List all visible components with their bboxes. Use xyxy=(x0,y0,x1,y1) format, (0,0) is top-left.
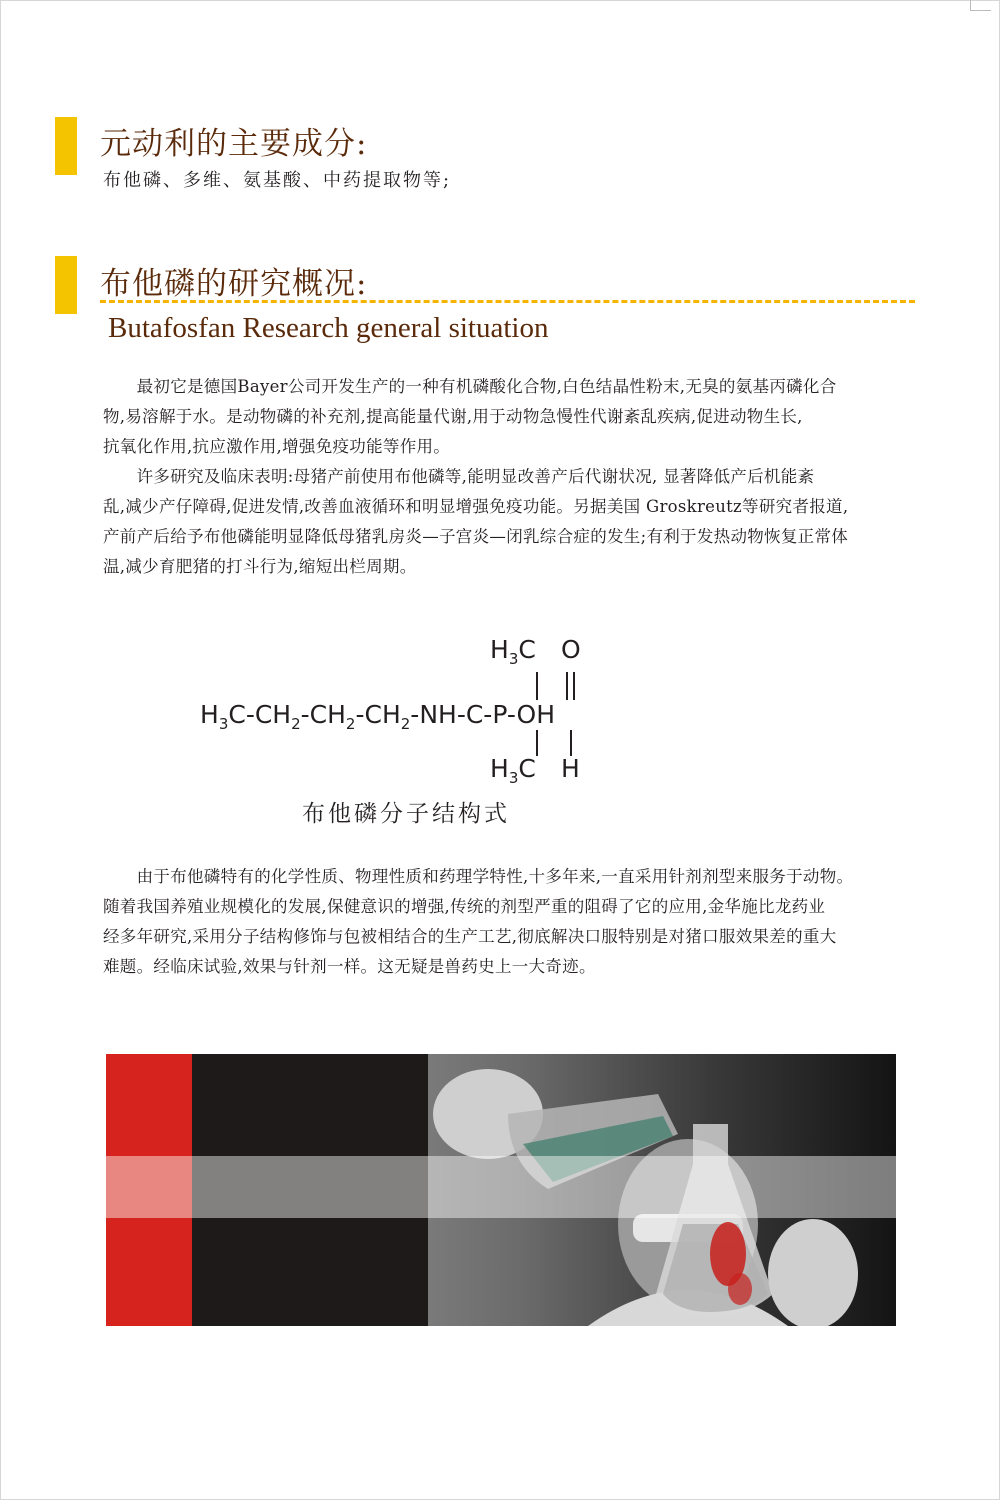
dashed-divider xyxy=(100,300,915,303)
paragraph-line: 随着我国养殖业规模化的发展,保健意识的增强,传统的剂型严重的阻碍了它的应用,金华施比龙药业 xyxy=(103,897,826,916)
butafosfan-structural-formula xyxy=(150,620,750,790)
svg-text:H: H xyxy=(561,754,580,783)
svg-text:O: O xyxy=(561,635,581,664)
banner-translucent-stripe xyxy=(106,1156,896,1218)
svg-text:H3C: $H_3C$ xyxy=(490,635,536,668)
section1-text: 布他磷、多维、氨基酸、中药提取物等; xyxy=(103,170,452,191)
paragraph-line: 难题。经临床试验,效果与针剂一样。这无疑是兽药史上一大奇迹。 xyxy=(103,957,596,976)
svg-text:H3C: $H_3C$ xyxy=(490,754,536,787)
paragraph-line: 温,减少育肥猪的打斗行为,缩短出栏周期。 xyxy=(103,557,417,576)
crop-mark xyxy=(970,0,991,11)
svg-text:H3C-CH2-CH2-CH2-NH-C-P-OH: $H_3C-CH_2-CH_2-CH_2-NH-C-P-OH$ xyxy=(200,700,556,733)
paragraph-line: 许多研究及临床表明:母猪产前使用布他磷等,能明显改善产后代谢状况, 显著降低产后机能紊 xyxy=(103,467,815,486)
paragraph-line: 由于布他磷特有的化学性质、物理性质和药理学特性,十多年来,一直采用针剂剂型来服务于动物。 xyxy=(103,867,854,886)
paragraph-intro xyxy=(103,372,953,462)
section1-accent-bar xyxy=(55,117,77,175)
paragraph-line: 乱,减少产仔障碍,促进发情,改善血液循环和明显增强免疫功能。另据美国 Groskreutz等研究者报道, xyxy=(103,497,849,516)
paragraph-line: 抗氧化作用,抗应激作用,增强免疫功能等作用。 xyxy=(103,437,451,456)
section2-accent-bar xyxy=(55,256,77,314)
section2-subtitle-en: Butafosfan Research general situation xyxy=(108,312,549,344)
paragraph-line: 物,易溶解于水。是动物磷的补充剂,提高能量代谢,用于动物急慢性代谢紊乱疾病,促进动物生长, xyxy=(103,407,803,426)
paragraph-line: 最初它是德国Bayer公司开发生产的一种有机磷酸化合物,白色结晶性粉末,无臭的氨基丙磷化合 xyxy=(103,377,837,396)
paragraph-line: 产前产后给予布他磷能明显降低母猪乳房炎—子宫炎—闭乳综合症的发生;有利于发热动物恢复正常体 xyxy=(103,527,849,546)
paragraph-research xyxy=(103,462,953,582)
paragraph-development xyxy=(103,862,953,982)
section2-title: 布他磷的研究概况: xyxy=(100,266,368,302)
formula-caption: 布他磷分子结构式 xyxy=(302,801,510,827)
paragraph-line: 经多年研究,采用分子结构修饰与包被相结合的生产工艺,彻底解决口服特别是对猪口服效果差的重大 xyxy=(103,927,837,946)
section1-title: 元动利的主要成分: xyxy=(100,126,368,162)
lab-banner xyxy=(106,1054,896,1326)
